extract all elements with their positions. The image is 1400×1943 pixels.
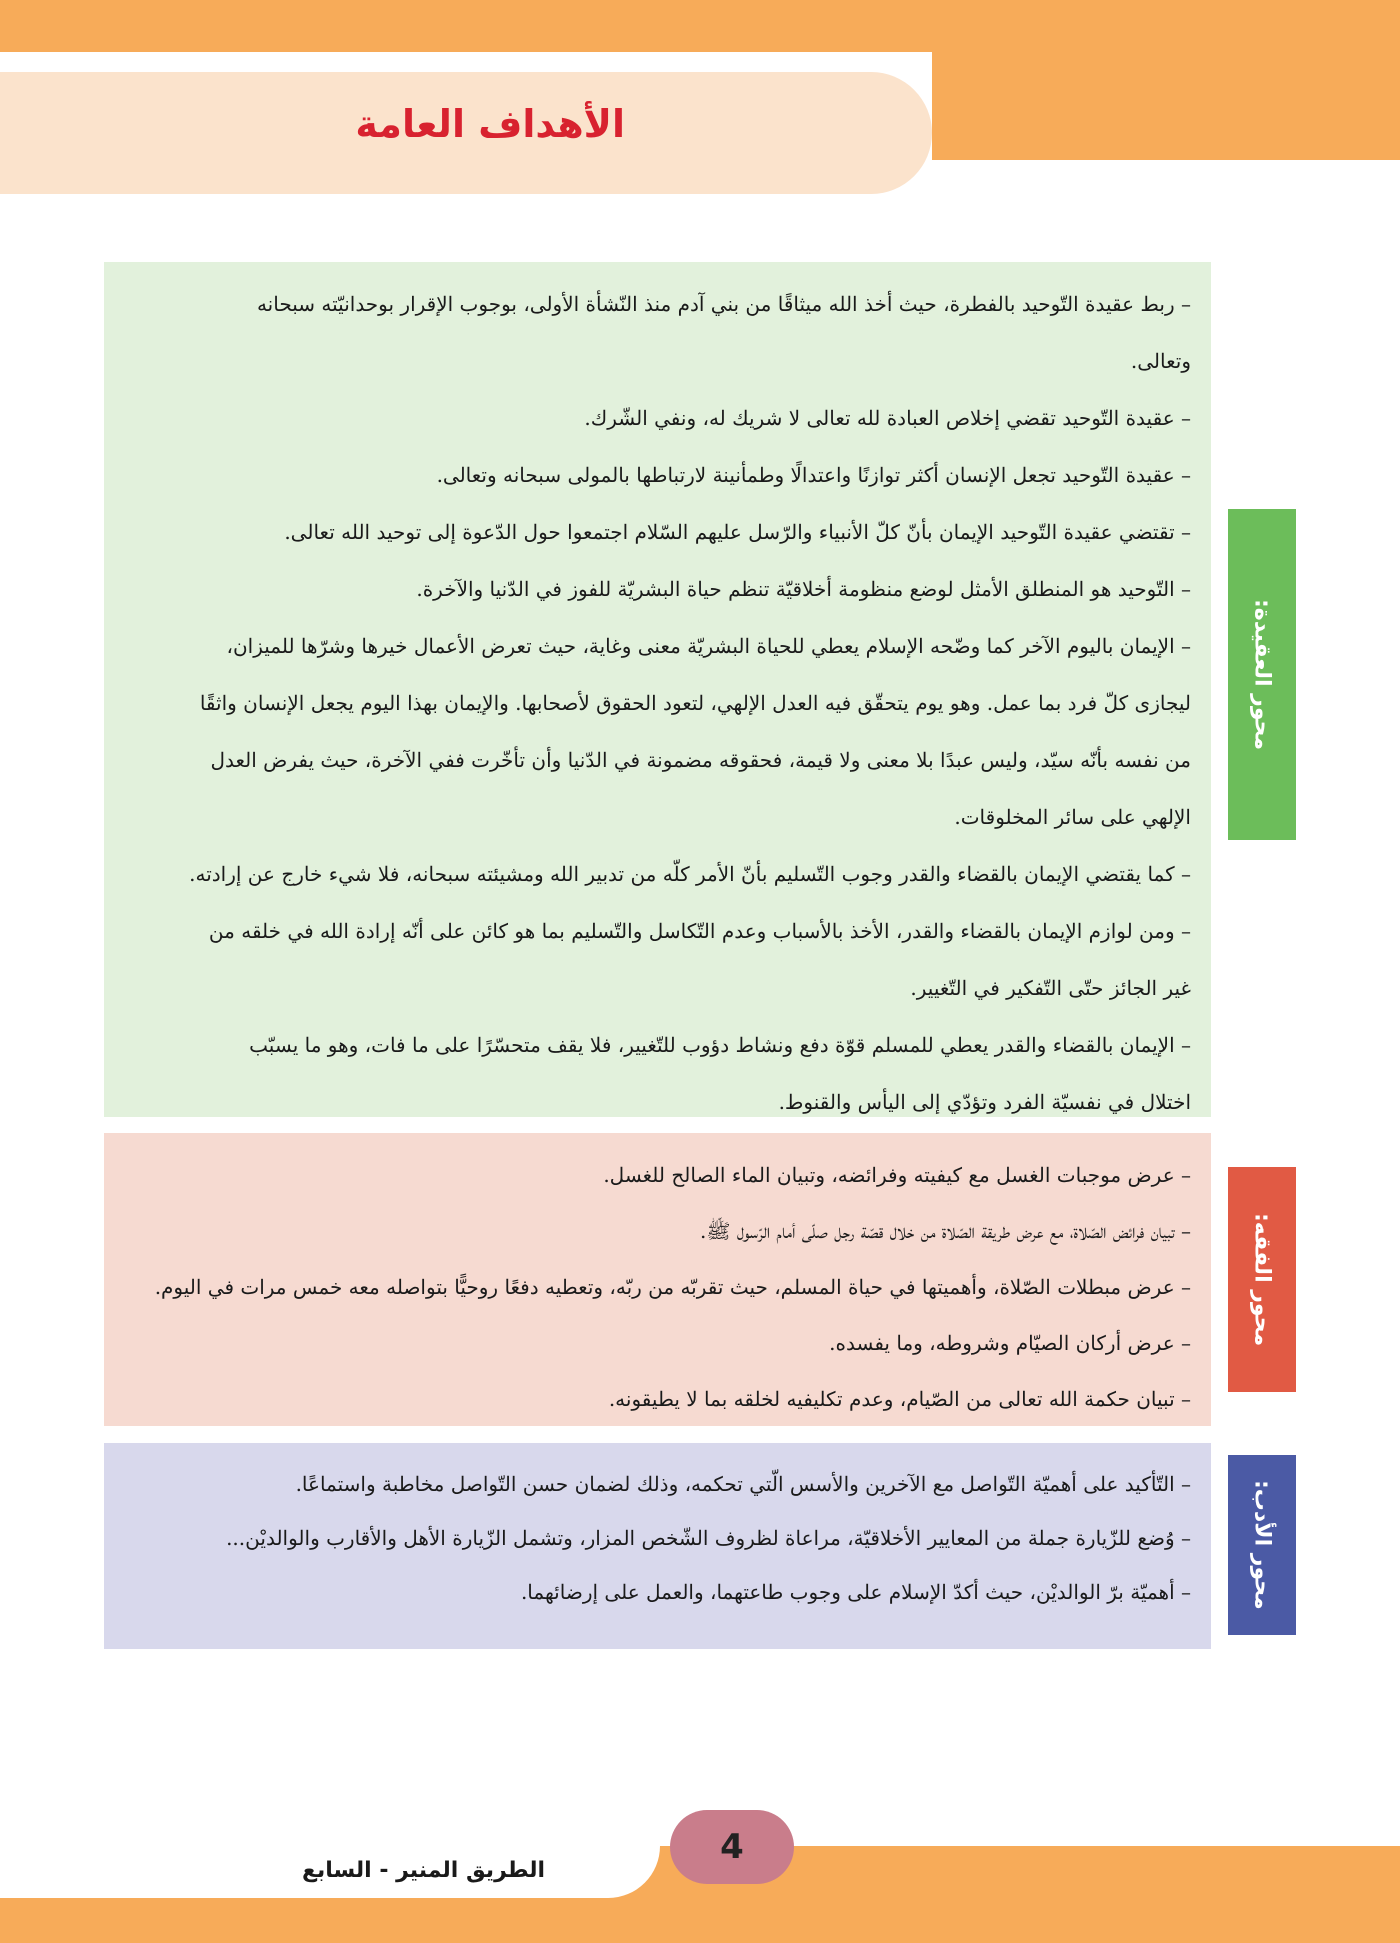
- tab-fiqh: [1228, 1167, 1296, 1392]
- tab-adab: [1228, 1455, 1296, 1635]
- text-line: وتعالى.: [1130, 349, 1191, 373]
- text-line: – أهميّة برّ الوالديْن، حيث أكدّ الإسلام على وجوب طاعتهما، والعمل على إرضائهما.: [520, 1580, 1191, 1604]
- text-line: الإلهي على سائر المخلوقات.: [954, 805, 1191, 829]
- text-line: – تقتضي عقيدة التّوحيد الإيمان بأنّ كلّ الأنبياء والرّسل عليهم السّلام اجتمعوا حول الدّعوة إلى توحيد الله تعالى.: [284, 520, 1191, 544]
- page-number: 4: [670, 1810, 794, 1884]
- text-line: ليجازى كلّ فرد بما عمل. وهو يوم يتحقّق فيه العدل الإلهي، لتعود الحقوق لأصحابها. والإيمان بهذا اليوم يجعل الإنسان واثقًا: [199, 691, 1191, 715]
- header-band-right: [932, 52, 1400, 160]
- text-line: – تبيان حكمة الله تعالى من الصّيام، وعدم تكليفيه لخلقه بما لا يطيقونه.: [608, 1387, 1191, 1411]
- text-line: غير الجائز حتّى التّفكير في التّغيير.: [910, 976, 1191, 1000]
- text-line: – عقيدة التّوحيد تقضي إخلاص العبادة لله تعالى لا شريك له، ونفي الشّرك.: [584, 406, 1191, 430]
- text-line: اختلال في نفسيّة الفرد وتؤدّي إلى اليأس والقنوط.: [778, 1090, 1191, 1114]
- section-adab: [104, 1443, 1211, 1649]
- book-title: الطريق المنير - السابع: [301, 1858, 545, 1883]
- text-line: – عرض أركان الصيّام وشروطه، وما يفسده.: [829, 1331, 1191, 1355]
- tab-label: محور الفقه:: [1249, 1212, 1275, 1347]
- text-line: – ربط عقيدة التّوحيد بالفطرة، حيث أخذ الله ميثاقًا من بني آدم منذ النّشأة الأولى، بوجوب الإقرار بوحدانيّته سبحانه: [256, 292, 1191, 316]
- text-line: – التّوحيد هو المنطلق الأمثل لوضع منظومة أخلاقيّة تنظم حياة البشريّة للفوز في الدّنيا والآخرة.: [416, 577, 1191, 601]
- text-line: – تبيان فرائض الصّلاة، مع عرض طريقة الصّلاة من خلال قصّة رجل صلّى أمام الرّسول ﷺ.: [699, 1219, 1191, 1243]
- tab-label: محور الأدب:: [1249, 1480, 1275, 1610]
- header-band: [0, 0, 1400, 52]
- text-line: – ومن لوازم الإيمان بالقضاء والقدر، الأخذ بالأسباب وعدم التّكاسل والتّسليم بما هو كائن على أنّه إرادة الله في خلقه من: [208, 919, 1191, 943]
- tab-aqeedah: [1228, 509, 1296, 840]
- text-line: – عقيدة التّوحيد تجعل الإنسان أكثر توازنًا واعتدالًا وطمأنينة لارتباطها بالمولى سبحانه وتعالى.: [436, 463, 1191, 487]
- text-line: – التّأكيد على أهميّة التّواصل مع الآخرين والأسس الّتي تحكمه، وذلك لضمان حسن التّواصل مخاطبة واستماعًا.: [295, 1472, 1191, 1496]
- page-title: الأهداف العامة: [355, 102, 625, 146]
- text-line: – عرض موجبات الغسل مع كيفيته وفرائضه، وتبيان الماء الصالح للغسل.: [603, 1163, 1191, 1187]
- text-line: – وُضع للزّيارة جملة من المعايير الأخلاقيّة، مراعاة لظروف الشّخص المزار، وتشمل الزّيارة الأهل والأقارب والوالديْن...: [226, 1526, 1191, 1550]
- text-line: – كما يقتضي الإيمان بالقضاء والقدر وجوب التّسليم بأنّ الأمر كلّه من تدبير الله ومشيئته سبحانه، فلا شيء خارج عن إرادته.: [189, 862, 1191, 886]
- tab-label: محور العقيدة:: [1249, 598, 1275, 751]
- text-line: من نفسه بأنّه سيّد، وليس عبدًا بلا معنى ولا قيمة، فحقوقه مضمونة في الدّنيا وأن تأخّرت ففي الآخرة، حيث يفرض العدل: [210, 748, 1191, 772]
- section-aqeedah: [104, 262, 1211, 1117]
- section-fiqh: [104, 1133, 1211, 1426]
- text-line: – عرض مبطلات الصّلاة، وأهميتها في حياة المسلم، حيث تقربّه من ربّه، وتعطيه دفعًا روحيًّا بتواصله معه خمس مرات في اليوم.: [154, 1275, 1191, 1299]
- text-line: – الإيمان بالقضاء والقدر يعطي للمسلم قوّة دفع ونشاط دؤوب للتّغيير، فلا يقف متحسّرًا على ما فات، وهو ما يسبّب: [249, 1033, 1191, 1057]
- text-line: – الإيمان باليوم الآخر كما وضّحه الإسلام يعطي للحياة البشريّة معنى وغاية، حيث تعرض الأعمال خيرها وشرّها للميزان،: [226, 634, 1191, 658]
